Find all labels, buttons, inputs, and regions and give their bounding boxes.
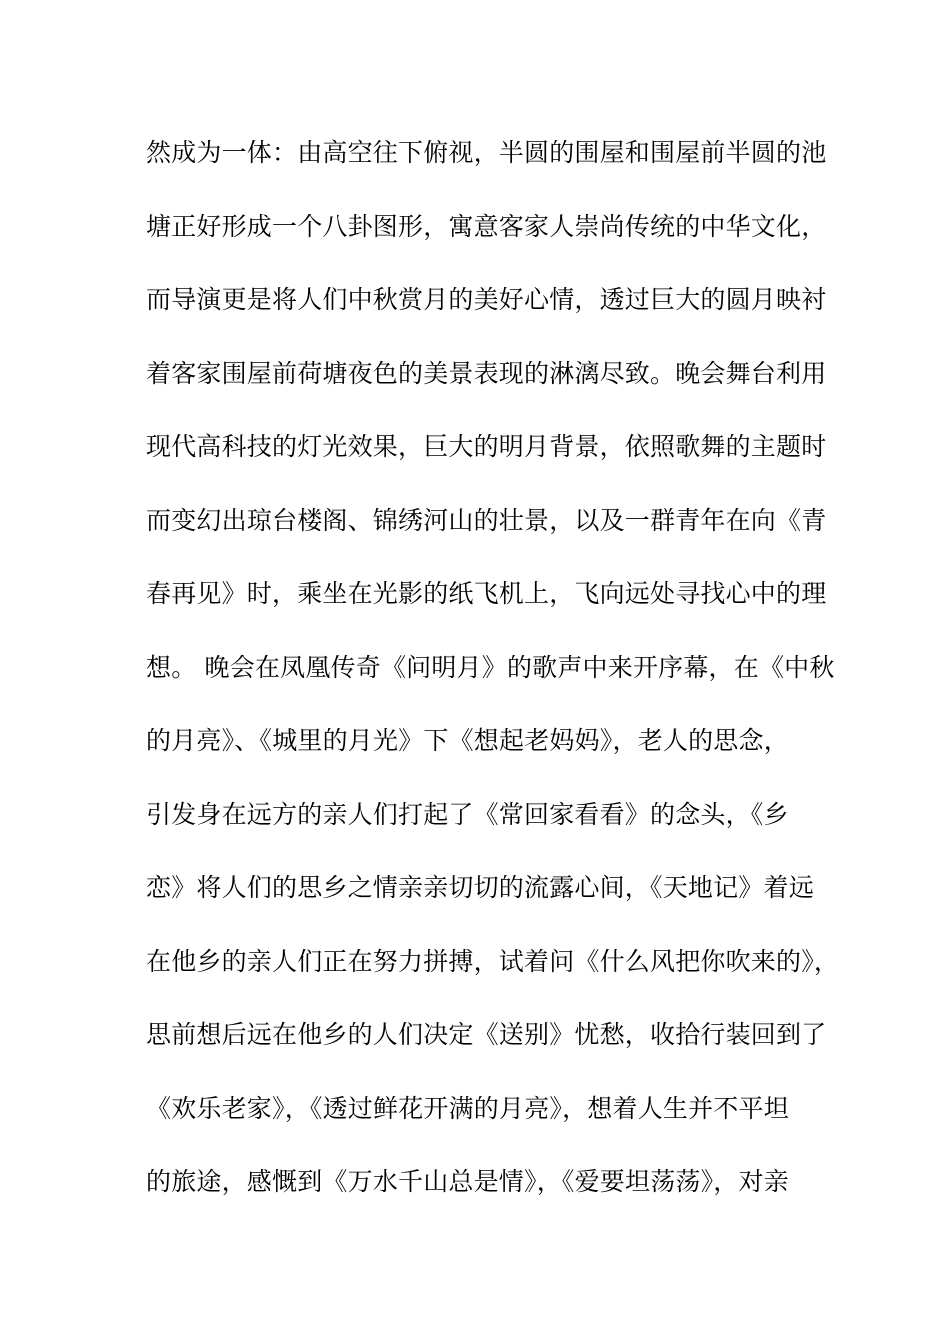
text-line: 恋》将人们的思乡之情亲亲切切的流露心间，《天地记》着远	[146, 873, 814, 902]
body-text	[146, 133, 840, 1236]
text-line: 而变幻出琼台楼阁、锦绣河山的壮景，以及一群青年在向《青	[146, 505, 827, 535]
text-line: 然成为一体：由高空往下俯视，半圆的围屋和围屋前半圆的池	[146, 138, 827, 167]
text-line: 《欢乐老家》，《透过鲜花开满的月亮》，想着人生并不平坦	[146, 1093, 789, 1123]
text-line: 而导演更是将人们中秋赏月的美好心情，透过巨大的圆月映衬	[146, 285, 827, 314]
text-line: 着客家围屋前荷塘夜色的美景表现的淋漓尽致。晚会舞台利用	[146, 358, 827, 388]
text-line: 的月亮》、《城里的月光》下《想起老妈妈》，老人的思念，	[146, 726, 789, 755]
text-line: 的旅途，感慨到《万水千山总是情》，《爱要坦荡荡》，对亲	[146, 1167, 789, 1196]
text-line: 想。 晚会在凤凰传奇《问明月》的歌声中来开序幕，在《中秋	[146, 652, 835, 682]
text-line: 春再见》时，乘坐在光影的纸飞机上，飞向远处寻找心中的理	[146, 579, 827, 608]
text-line: 塘正好形成一个八卦图形，寓意客家人崇尚传统的中华文化，	[146, 211, 827, 241]
text-line: 在他乡的亲人们正在努力拼搏，试着问《什么风把你吹来的》，	[146, 946, 840, 976]
text-line: 思前想后远在他乡的人们决定《送别》忧愁，收拾行装回到了	[146, 1020, 827, 1049]
text-line: 现代高科技的灯光效果，巨大的明月背景，依照歌舞的主题时	[146, 432, 827, 461]
text-line: 引发身在远方的亲人们打起了《常回家看看》的念头，《乡	[146, 799, 789, 829]
